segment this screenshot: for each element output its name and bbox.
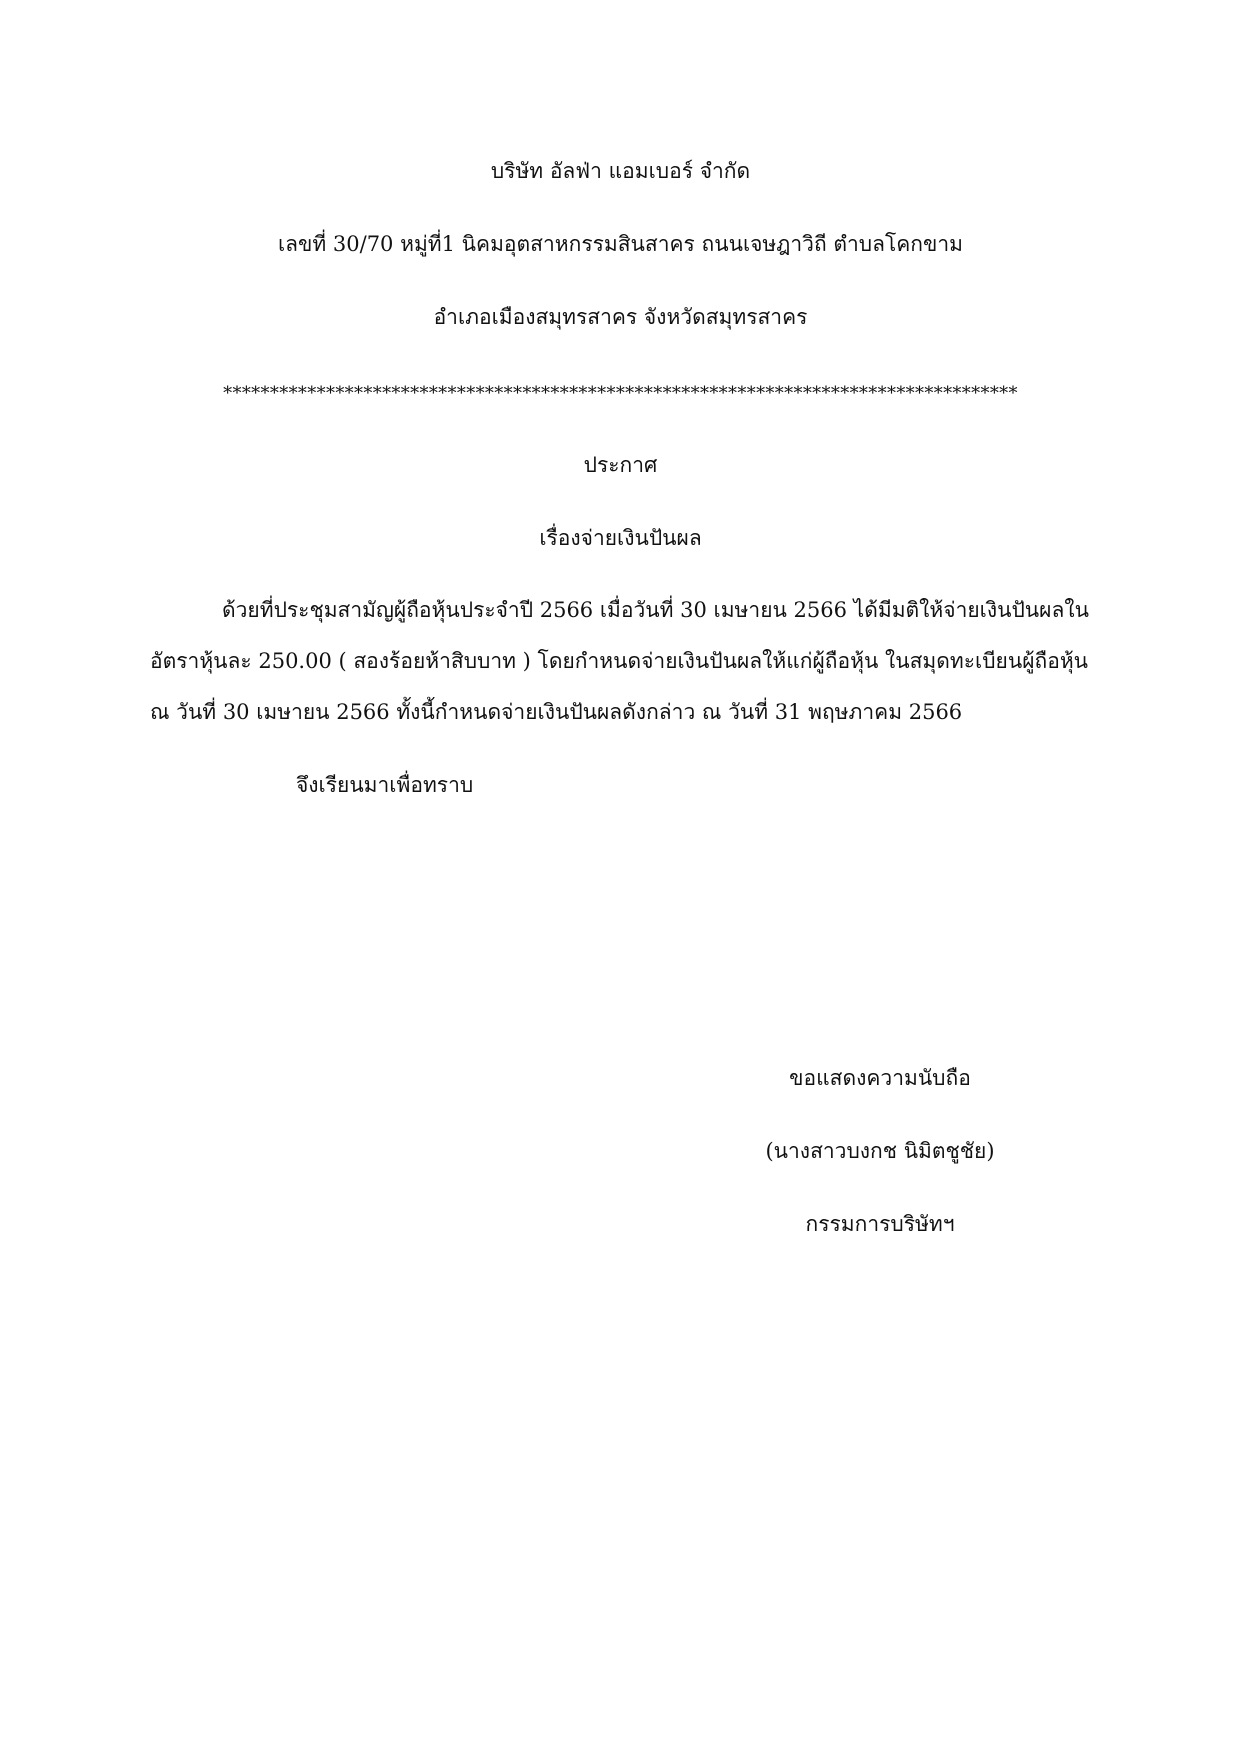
address-line-2: อำเภอเมืองสมุทรสาคร จังหวัดสมุทรสาคร bbox=[433, 305, 808, 329]
company-name: บริษัท อัลฟ่า แอมเบอร์ จำกัด bbox=[490, 159, 751, 183]
announcement-subject: เรื่องจ่ายเงินปันผล bbox=[539, 526, 702, 550]
signature-name: (นางสาวบงกช นิมิตชูชัย) bbox=[765, 1139, 995, 1163]
body-line-2: อัตราหุ้นละ 250.00 ( สองร้อยห้าสิบบาท ) โดยกำหนดจ่ายเงินปันผลให้แก่ผู้ถือหุ้น ในสมุดทะเบียนผู้ถือหุ้น bbox=[150, 649, 1089, 673]
address-line-1: เลขที่ 30/70 หมู่ที่1 นิคมอุตสาหกรรมสินสาคร ถนนเจษฎาวิถี ตำบลโคกขาม bbox=[277, 232, 963, 256]
closing-phrase: จึงเรียนมาเพื่อทราบ bbox=[296, 773, 474, 797]
body-line-1: ด้วยที่ประชุมสามัญผู้ถือหุ้นประจำปี 2566 เมื่อวันที่ 30 เมษายน 2566 ได้มีมติให้จ่ายเงินปันผลใน bbox=[222, 598, 1089, 622]
signature-regards: ขอแสดงความนับถือ bbox=[789, 1066, 971, 1090]
asterisk-separator: ************************************************************************************* bbox=[223, 383, 1018, 404]
body-line-3: ณ วันที่ 30 เมษายน 2566 ทั้งนี้กำหนดจ่ายเงินปันผลดังกล่าว ณ วันที่ 31 พฤษภาคม 2566 bbox=[150, 700, 963, 724]
signature-position: กรรมการบริษัทฯ bbox=[805, 1212, 955, 1236]
announcement-title: ประกาศ bbox=[583, 453, 658, 477]
